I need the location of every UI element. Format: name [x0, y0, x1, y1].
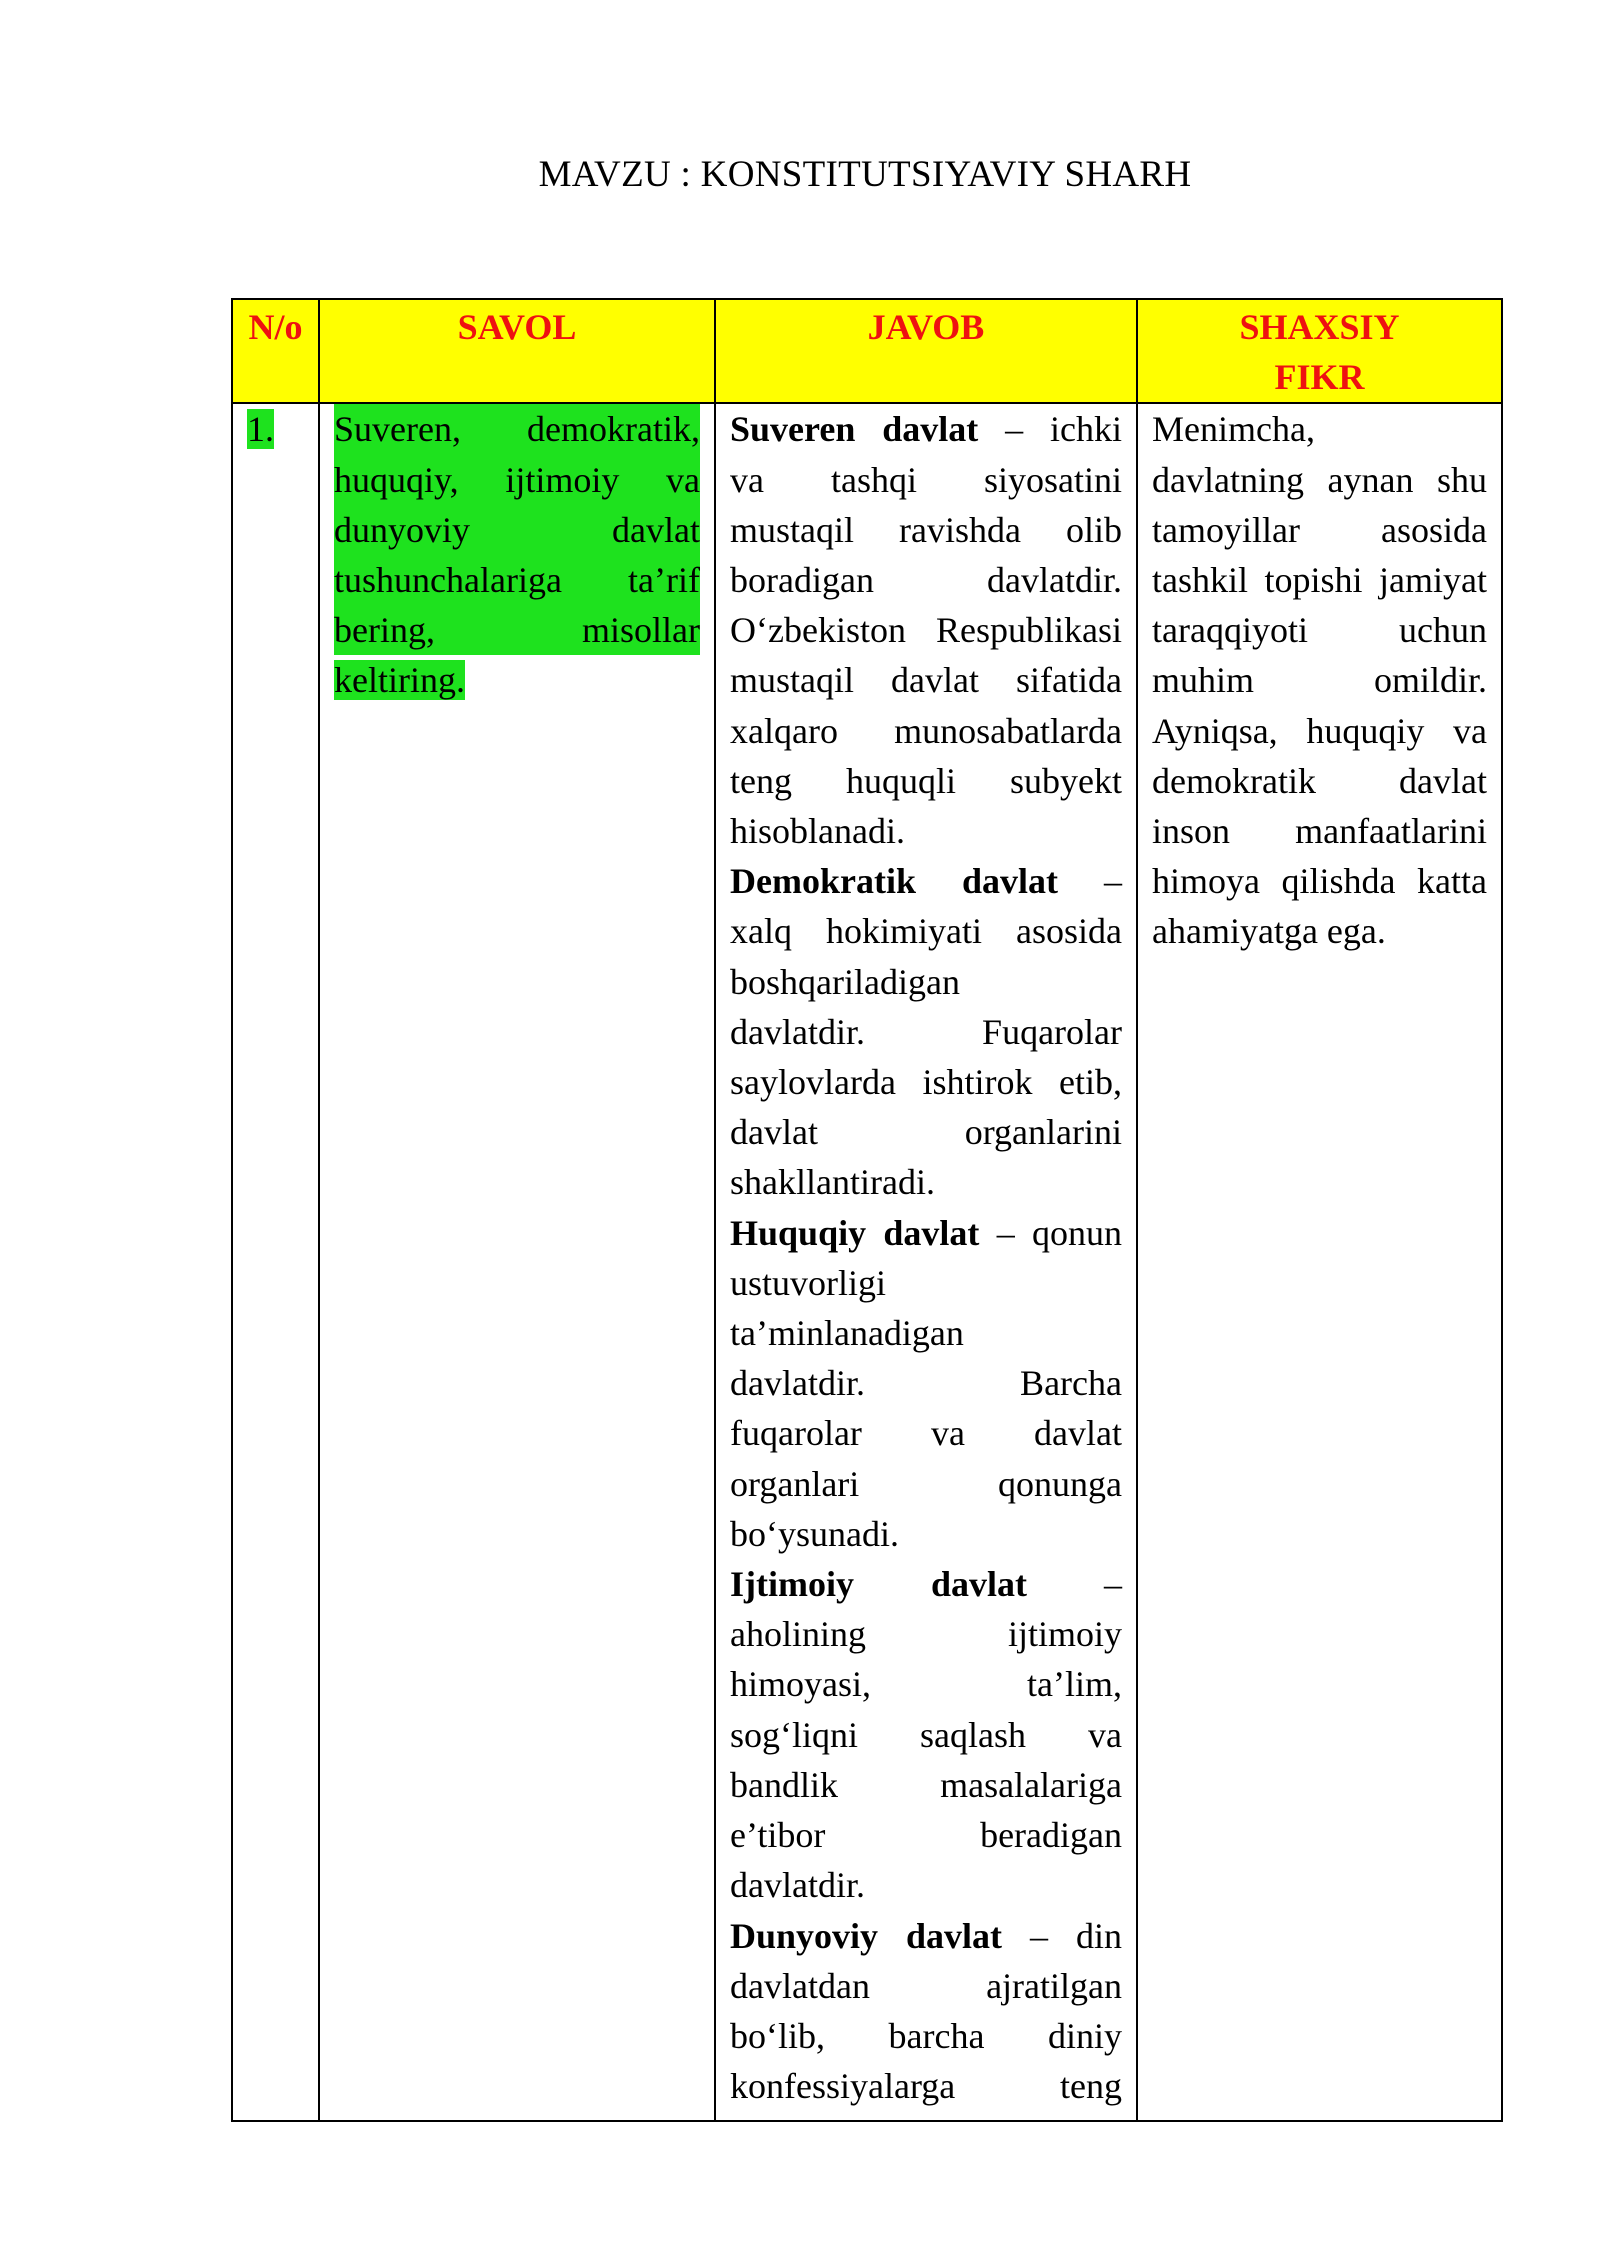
answer-line: saylovlarda ishtirok etib, — [730, 1062, 1122, 1103]
question-line: Suveren, demokratik, — [334, 404, 700, 454]
answer-line: davlatdir. Barcha — [730, 1363, 1122, 1404]
header-answer: JAVOB — [715, 299, 1137, 403]
question-line-last — [334, 655, 700, 705]
answer-line: aholining ijtimoiy — [730, 1614, 1122, 1655]
answer-line: davlatdan ajratilgan — [730, 1965, 1122, 2006]
answer-text: – qonun — [979, 1212, 1122, 1253]
opinion-line: ahamiyatga ega. — [1152, 911, 1386, 952]
table-row — [232, 403, 1502, 2121]
question-cell — [319, 403, 715, 2121]
answer-line: ta’minlanadigan — [730, 1313, 964, 1354]
header-question: SAVOL — [319, 299, 715, 403]
header-opinion-line1: SHAXSIY — [1239, 307, 1400, 347]
answer-line: davlat organlarini — [730, 1112, 1122, 1153]
answer-text: – — [1027, 1564, 1122, 1605]
answer-line: davlatdir. — [730, 1865, 865, 1906]
document-title: MAVZU : KONSTITUTSIYAVIY SHARH — [538, 154, 1192, 195]
answer-line: e’tibor beradigan — [730, 1815, 1122, 1856]
answer-cell — [715, 403, 1137, 2121]
opinion-line: muhim omildir. — [1152, 660, 1487, 701]
answer-line: konfessiyalarga teng — [730, 2066, 1122, 2107]
opinion-line: taraqqiyoti uchun — [1152, 610, 1487, 651]
opinion-line: davlatning aynan shu — [1152, 459, 1487, 500]
opinion-line: tashkil topishi jamiyat — [1152, 560, 1487, 601]
answer-line: O‘zbekiston Respublikasi — [730, 610, 1122, 651]
question-line: tushunchalariga ta’rif — [334, 555, 700, 605]
answer-text: – din — [1002, 1915, 1122, 1956]
header-no: N/o — [232, 299, 319, 403]
row-number-cell — [232, 403, 319, 2121]
answer-line: xalq hokimiyati asosida — [730, 911, 1122, 952]
answer-text: – — [1058, 861, 1122, 902]
answer-line: teng huquqli subyekt — [730, 760, 1122, 801]
answer-line: mustaqil ravishda olib — [730, 509, 1122, 550]
question-line: huquqiy, ijtimoiy va — [334, 455, 700, 505]
term-secular: Dunyoviy davlat — [730, 1915, 1003, 1956]
term-social: Ijtimoiy davlat — [730, 1564, 1027, 1605]
opinion-line: demokratik davlat — [1152, 760, 1487, 801]
answer-legal-line — [730, 1208, 1122, 1258]
answer-text: – ichki — [978, 409, 1122, 450]
opinion-line: tamoyillar asosida — [1152, 509, 1487, 550]
answer-line: bandlik masalalariga — [730, 1764, 1122, 1805]
question-line: bering, misollar — [334, 605, 700, 655]
answer-line: ustuvorligi — [730, 1262, 887, 1303]
term-legal: Huquqiy davlat — [730, 1212, 980, 1253]
answer-line: himoyasi, ta’lim, — [730, 1664, 1122, 1705]
answer-democratic-line — [730, 856, 1122, 906]
term-democratic: Demokratik davlat — [730, 861, 1058, 902]
header-opinion — [1137, 299, 1502, 403]
answer-line: boshqariladigan — [730, 961, 960, 1002]
answer-line: davlatdir. Fuqarolar — [730, 1011, 1122, 1052]
answer-line: hisoblanadi. — [730, 811, 905, 852]
answer-line: va tashqi siyosatini — [730, 459, 1122, 500]
row-number: 1. — [247, 409, 274, 450]
opinion-line: Ayniqsa, huquqiy va — [1152, 710, 1487, 751]
answer-social-line — [730, 1559, 1122, 1609]
answer-line: bo‘lib, barcha diniy — [730, 2015, 1122, 2056]
answer-line: sog‘liqni saqlash va — [730, 1714, 1122, 1755]
answer-secular-line — [730, 1911, 1122, 1961]
table-header-row — [232, 299, 1502, 403]
question-line-text: keltiring. — [334, 660, 465, 701]
answer-line: mustaqil davlat sifatida — [730, 660, 1122, 701]
answer-line: bo‘ysunadi. — [730, 1513, 899, 1554]
qa-table — [231, 298, 1503, 2122]
opinion-cell — [1137, 403, 1502, 2121]
header-opinion-line2: FIKR — [1274, 357, 1365, 398]
term-sovereign: Suveren davlat — [730, 409, 979, 450]
question-line: dunyoviy davlat — [334, 505, 700, 555]
opinion-line: inson manfaatlarini — [1152, 811, 1487, 852]
answer-line: shakllantiradi. — [730, 1162, 935, 1203]
answer-line: xalqaro munosabatlarda — [730, 710, 1122, 751]
answer-line: organlari qonunga — [730, 1463, 1122, 1504]
answer-sovereign-line — [730, 404, 1122, 454]
answer-line: boradigan davlatdir. — [730, 560, 1122, 601]
opinion-line: himoya qilishda katta — [1152, 861, 1487, 902]
opinion-line: Menimcha, — [1152, 409, 1315, 450]
answer-line: fuqarolar va davlat — [730, 1413, 1122, 1454]
